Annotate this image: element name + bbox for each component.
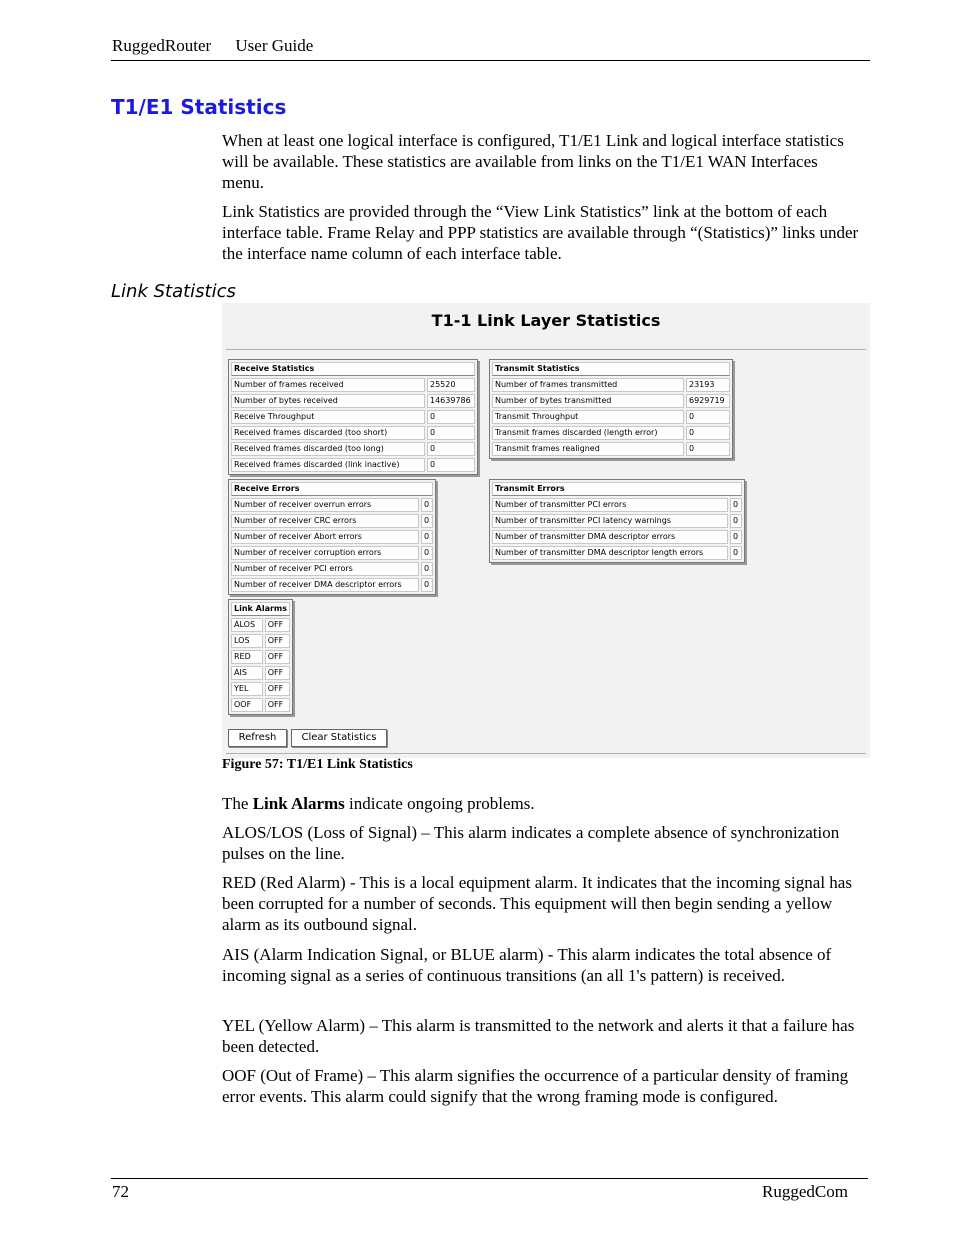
stat-label: Number of receiver overrun errors [231, 498, 419, 512]
stat-value: 0 [730, 546, 742, 560]
stat-label: Number of receiver CRC errors [231, 514, 419, 528]
subheading-link-statistics: Link Statistics [111, 281, 236, 302]
table-row [231, 682, 290, 696]
table-row [231, 426, 475, 440]
table-row [231, 650, 290, 664]
stat-label: Number of frames transmitted [492, 378, 684, 392]
clear-statistics-button[interactable]: Clear Statistics [291, 729, 387, 747]
link-statistics-screenshot [222, 303, 870, 758]
alarm-paragraph-ais: AIS (Alarm Indication Signal, or BLUE alarm) - This alarm indicates the total absence of incoming signal as a series of continuous transitions (an all 1's pattern) is received. [222, 945, 832, 985]
stat-value: 23193 [686, 378, 730, 392]
screenshot-title: T1-1 Link Layer Statistics [431, 311, 661, 330]
table-row [231, 514, 433, 528]
stat-value: 0 [686, 410, 730, 424]
table-row [492, 378, 730, 392]
stat-label: Number of transmitter PCI errors [492, 498, 728, 512]
figure-caption: Figure 57: T1/E1 Link Statistics [222, 757, 413, 772]
table-header: Link Alarms [231, 602, 290, 616]
alarm-value: OFF [265, 618, 290, 632]
table-row [492, 530, 742, 544]
alarm-value: OFF [265, 682, 290, 696]
table-header: Transmit Errors [492, 482, 742, 496]
footer-rule [111, 1178, 868, 1179]
stat-label: Transmit frames discarded (length error) [492, 426, 684, 440]
alarm-label: YEL [231, 682, 263, 696]
screenshot-bottom-rule [226, 753, 866, 754]
alarm-label: LOS [231, 634, 263, 648]
header-product: RuggedRouter [112, 36, 212, 55]
alarm-label: AIS [231, 666, 263, 680]
stat-value: 0 [686, 426, 730, 440]
alarm-paragraph-red: RED (Red Alarm) - This is a local equipment alarm. It indicates that the incoming signal has been corrupted for a number of seconds. This equipment will then begin sending a yellow alarm as its outbound signal. [222, 873, 852, 934]
transmit-errors-table [489, 479, 745, 563]
stat-label: Number of receiver corruption errors [231, 546, 419, 560]
alarm-value: OFF [265, 666, 290, 680]
table-header: Receive Statistics [231, 362, 475, 376]
receive-errors-table [228, 479, 436, 595]
alarm-paragraph-yel: YEL (Yellow Alarm) – This alarm is transmitted to the network and alerts it that a failure has been detected. [222, 1016, 855, 1056]
stat-value: 25520 [427, 378, 475, 392]
stat-value: 6929719 [686, 394, 730, 408]
intro-text: indicate ongoing problems. [344, 794, 535, 813]
table-header: Receive Errors [231, 482, 433, 496]
stat-value: 0 [427, 410, 475, 424]
table-row [492, 498, 742, 512]
alarm-label: OOF [231, 698, 263, 712]
stat-value: 0 [421, 498, 433, 512]
table-row [492, 394, 730, 408]
stat-label: Received frames discarded (link inactive) [231, 458, 425, 472]
table-row [231, 562, 433, 576]
stat-value: 0 [686, 442, 730, 456]
alarm-value: OFF [265, 650, 290, 664]
table-row [231, 578, 433, 592]
intro-paragraph-2: Link Statistics are provided through the “View Link Statistics” link at the bottom of each interface table. Frame Relay and PPP statistics are available through “(Statistics)” links under the interface name column of each interface table. [222, 202, 859, 263]
table-row [231, 458, 475, 472]
stat-value: 0 [730, 498, 742, 512]
stat-label: Transmit frames realigned [492, 442, 684, 456]
running-header [112, 36, 333, 56]
table-row [231, 698, 290, 712]
refresh-button[interactable]: Refresh [228, 729, 287, 747]
link-alarms-term: Link Alarms [252, 794, 345, 813]
table-row [492, 546, 742, 560]
stat-value: 0 [427, 442, 475, 456]
table-row [231, 666, 290, 680]
stat-value: 0 [730, 530, 742, 544]
header-doc: User Guide [235, 36, 314, 55]
stat-value: 0 [421, 562, 433, 576]
intro-text: The [222, 794, 253, 813]
header-rule [111, 60, 870, 61]
stat-label: Number of transmitter DMA descriptor errors [492, 530, 728, 544]
stat-label: Number of receiver Abort errors [231, 530, 419, 544]
table-row [231, 618, 290, 632]
stat-label: Received frames discarded (too long) [231, 442, 425, 456]
link-alarms-table [228, 599, 293, 715]
alarm-value: OFF [265, 698, 290, 712]
stat-label: Receive Throughput [231, 410, 425, 424]
stat-value: 0 [421, 514, 433, 528]
table-header: Transmit Statistics [492, 362, 730, 376]
stat-value: 14639786 [427, 394, 475, 408]
stat-value: 0 [421, 578, 433, 592]
stat-label: Number of receiver DMA descriptor errors [231, 578, 419, 592]
stat-value: 0 [421, 546, 433, 560]
table-row [492, 410, 730, 424]
alarm-paragraph-oof: OOF (Out of Frame) – This alarm signifies the occurrence of a particular density of framing error events. This alarm could signify that the wrong framing mode is configured. [222, 1066, 849, 1106]
table-row [231, 442, 475, 456]
alarm-label: ALOS [231, 618, 263, 632]
table-row [492, 442, 730, 456]
stat-value: 0 [427, 458, 475, 472]
stat-label: Number of bytes received [231, 394, 425, 408]
table-row [231, 394, 475, 408]
screenshot-top-rule [226, 349, 866, 350]
stat-label: Number of frames received [231, 378, 425, 392]
stat-label: Number of receiver PCI errors [231, 562, 419, 576]
table-row [231, 530, 433, 544]
stat-label: Number of transmitter DMA descriptor length errors [492, 546, 728, 560]
table-row [231, 410, 475, 424]
stat-value: 0 [421, 530, 433, 544]
link-alarms-intro [222, 793, 862, 814]
alarm-value: OFF [265, 634, 290, 648]
transmit-statistics-table [489, 359, 733, 459]
stat-label: Number of bytes transmitted [492, 394, 684, 408]
table-row [492, 514, 742, 528]
page-number: 72 [112, 1182, 129, 1201]
stat-label: Transmit Throughput [492, 410, 684, 424]
alarm-label: RED [231, 650, 263, 664]
table-row [492, 426, 730, 440]
table-row [231, 634, 290, 648]
table-row [231, 378, 475, 392]
stat-value: 0 [427, 426, 475, 440]
section-title: T1/E1 Statistics [111, 95, 287, 119]
alarm-paragraph-los: ALOS/LOS (Loss of Signal) – This alarm indicates a complete absence of synchronization pulses on the line. [222, 823, 840, 863]
footer-company: RuggedCom [762, 1182, 848, 1201]
table-row [231, 546, 433, 560]
table-row [231, 498, 433, 512]
stat-value: 0 [730, 514, 742, 528]
stat-label: Received frames discarded (too short) [231, 426, 425, 440]
receive-statistics-table [228, 359, 478, 475]
stat-label: Number of transmitter PCI latency warnings [492, 514, 728, 528]
intro-paragraph-1: When at least one logical interface is configured, T1/E1 Link and logical interface statistics will be available. These statistics are available from links on the T1/E1 WAN Interfaces menu. [222, 131, 844, 192]
